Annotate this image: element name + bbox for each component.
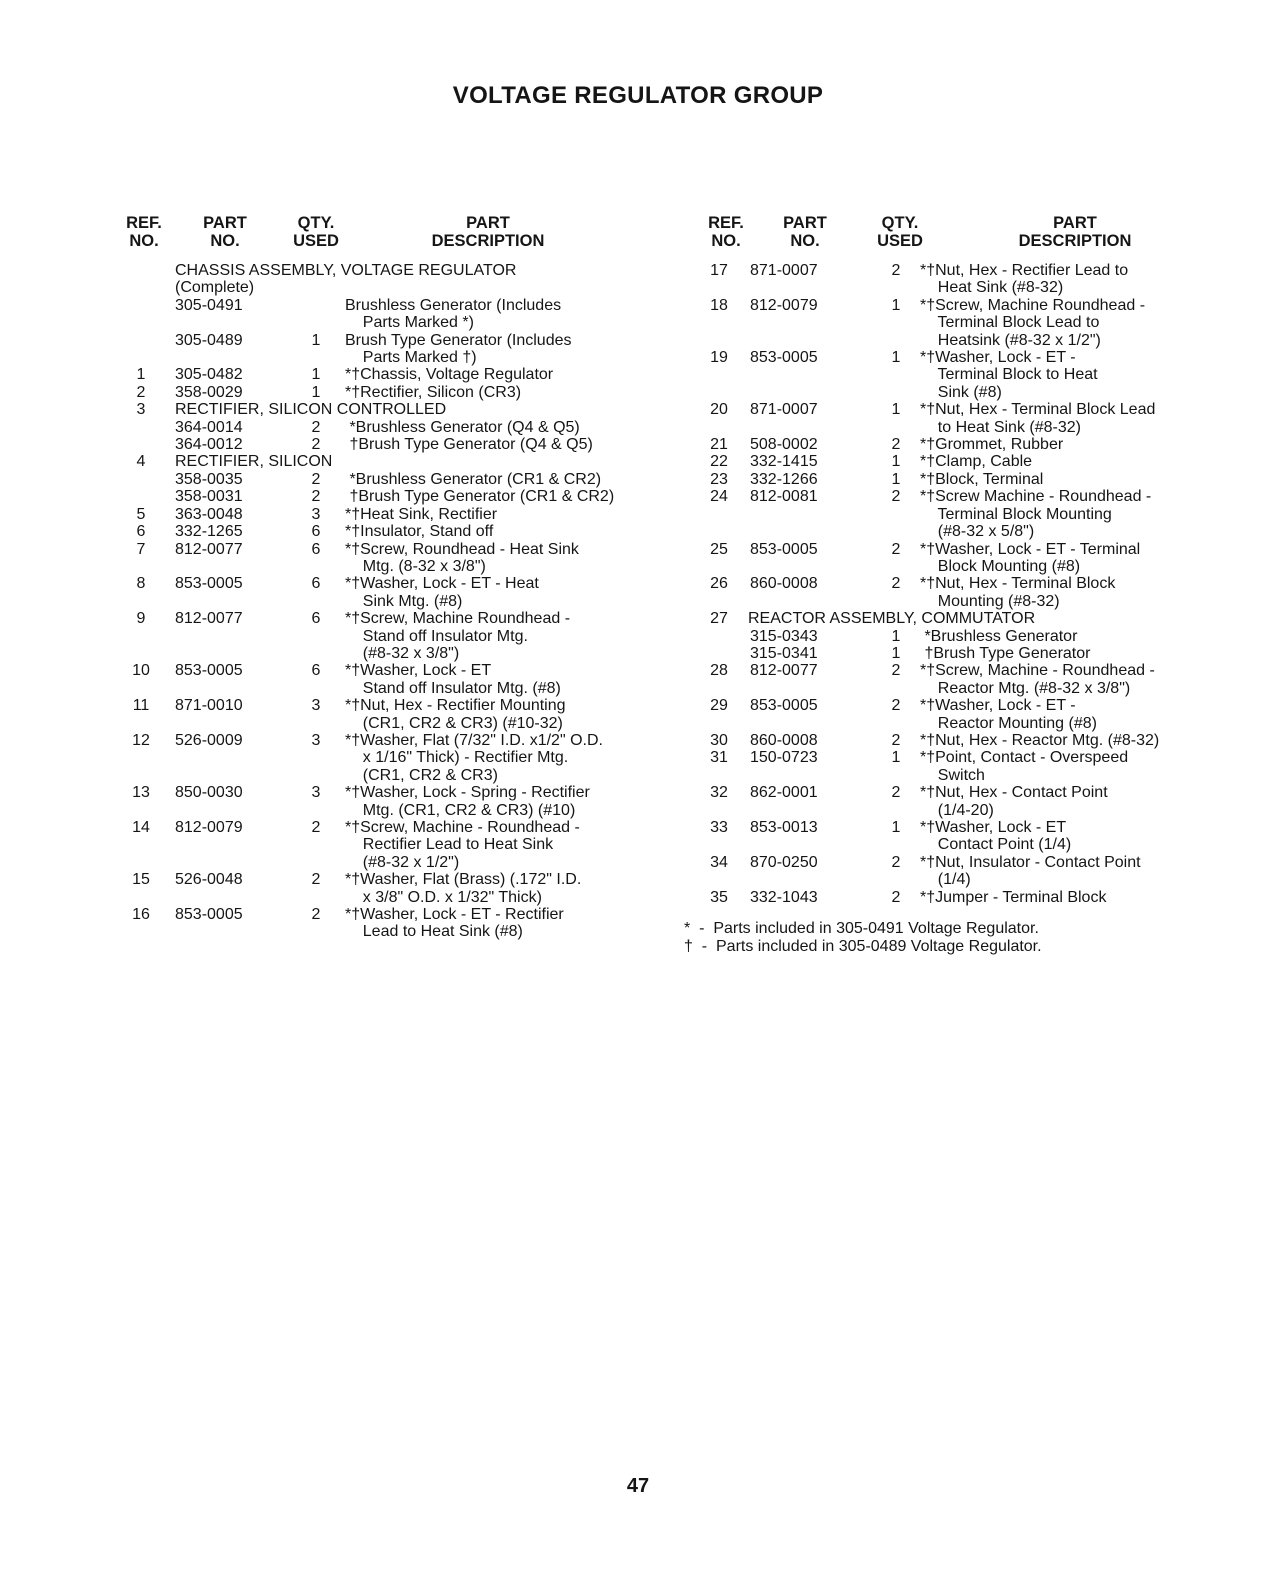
part-number: 853-0005	[750, 349, 818, 367]
quantity-used: 2	[311, 470, 321, 488]
part-row	[118, 610, 658, 662]
part-number: 305-0489	[175, 331, 243, 349]
ref-number: 32	[710, 784, 728, 802]
quantity-used: 3	[311, 697, 321, 715]
part-description: *†Jumper - Terminal Block	[920, 888, 1107, 906]
ref-number: 29	[710, 697, 728, 715]
part-row	[700, 401, 1200, 436]
part-row	[700, 453, 1200, 470]
part-number: 332-1415	[750, 453, 818, 471]
quantity-used: 6	[311, 610, 321, 628]
group-heading-row	[118, 262, 658, 297]
ref-number: 17	[710, 262, 728, 279]
part-number: 853-0005	[175, 662, 243, 680]
part-number: 853-0005	[175, 906, 243, 924]
part-number: 860-0008	[750, 731, 818, 749]
quantity-used: 1	[891, 349, 901, 367]
part-description: *†Nut, Hex - Terminal Block Mounting (#8-32)	[920, 575, 1116, 610]
ref-number: 34	[710, 853, 728, 871]
header-ref-no: REF. NO.	[708, 214, 744, 250]
quantity-used: 2	[311, 418, 321, 436]
quantity-used: 2	[311, 906, 321, 924]
part-row	[700, 889, 1200, 906]
part-number: 812-0079	[750, 296, 818, 314]
part-number: 526-0009	[175, 731, 243, 749]
part-description: *†Nut, Hex - Terminal Block Lead to Heat Sink (#8-32)	[920, 401, 1156, 436]
part-row	[700, 349, 1200, 401]
header-part-description: PART DESCRIPTION	[1018, 214, 1132, 250]
part-row	[700, 819, 1200, 854]
ref-number: 3	[136, 401, 146, 419]
part-row	[700, 262, 1200, 297]
part-row	[118, 871, 658, 906]
part-description: †Brush Type Generator (Q4 & Q5)	[345, 436, 593, 454]
part-description: *†Clamp, Cable	[920, 453, 1033, 471]
part-row	[118, 784, 658, 819]
ref-number: 12	[132, 731, 150, 749]
part-number: 870-0250	[750, 853, 818, 871]
page-title: VOLTAGE REGULATOR GROUP	[452, 82, 824, 109]
quantity-used: 2	[891, 540, 901, 558]
quantity-used: 2	[891, 853, 901, 871]
part-number: 364-0012	[175, 436, 243, 454]
part-number: 315-0343	[750, 627, 818, 645]
quantity-used: 3	[311, 784, 321, 802]
part-number: 853-0005	[750, 540, 818, 558]
part-number: 508-0002	[750, 436, 818, 454]
ref-number: 27	[710, 610, 728, 628]
part-description: *†Screw, Machine Roundhead - Terminal Block Lead to Heatsink (#8-32 x 1/2")	[920, 296, 1146, 349]
part-description: †Brush Type Generator (CR1 & CR2)	[345, 488, 615, 506]
part-row	[700, 749, 1200, 784]
part-row	[700, 662, 1200, 697]
part-description: *†Point, Contact - Overspeed Switch	[920, 749, 1129, 784]
left-parts-column	[118, 214, 658, 941]
part-description: *†Grommet, Rubber	[920, 436, 1064, 454]
group-title: RECTIFIER, SILICON CONTROLLED	[175, 401, 447, 419]
footnote-brush-type: † - Parts included in 305-0489 Voltage Regulator.	[684, 938, 1042, 956]
quantity-used: 1	[891, 401, 901, 419]
group-title: RECTIFIER, SILICON	[175, 453, 333, 471]
group-title: REACTOR ASSEMBLY, COMMUTATOR	[748, 610, 1036, 628]
quantity-used: 6	[311, 523, 321, 541]
quantity-used: 1	[311, 383, 321, 401]
part-description: *†Block, Terminal	[920, 470, 1044, 488]
ref-number: 19	[710, 349, 728, 367]
quantity-used: 2	[891, 888, 901, 906]
quantity-used: 1	[311, 366, 321, 384]
part-description: †Brush Type Generator	[920, 644, 1091, 662]
part-row	[700, 488, 1200, 540]
part-row	[700, 297, 1200, 349]
table-header	[118, 214, 658, 262]
part-description: *Brushless Generator (Q4 & Q5)	[345, 418, 580, 436]
part-number: 358-0035	[175, 470, 243, 488]
part-number: 850-0030	[175, 784, 243, 802]
ref-number: 35	[710, 888, 728, 906]
part-description: *†Washer, Flat (7/32" I.D. x1/2" O.D. x 1/16" Thick) - Rectifier Mtg. (CR1, CR2 & CR3)	[345, 731, 603, 784]
ref-number: 26	[710, 575, 728, 593]
part-description: *†Washer, Lock - ET - Reactor Mounting (#8)	[920, 697, 1097, 732]
quantity-used: 3	[311, 731, 321, 749]
part-description: *†Nut, Insulator - Contact Point (1/4)	[920, 853, 1141, 889]
quantity-used: 1	[891, 627, 901, 645]
part-description: *†Washer, Lock - ET - Terminal Block Mounting (#8)	[920, 540, 1141, 575]
part-row	[700, 697, 1200, 732]
parts-list-right	[700, 262, 1200, 906]
header-part-description: PART DESCRIPTION	[431, 214, 545, 250]
part-number: 871-0007	[750, 401, 818, 419]
part-row	[118, 384, 658, 401]
part-number: 332-1043	[750, 888, 818, 906]
quantity-used: 2	[891, 662, 901, 680]
part-number: 332-1266	[750, 470, 818, 488]
part-row	[700, 628, 1200, 645]
part-number: 812-0079	[175, 819, 243, 836]
part-row	[118, 819, 658, 871]
quantity-used: 1	[891, 453, 901, 471]
part-number: 364-0014	[175, 418, 243, 436]
part-row	[118, 436, 658, 453]
ref-number: 18	[710, 296, 728, 314]
quantity-used: 1	[891, 819, 901, 836]
ref-number: 25	[710, 540, 728, 558]
part-description: *†Screw, Machine - Roundhead - Rectifier Lead to Heat Sink (#8-32 x 1/2")	[345, 819, 580, 871]
part-number: 363-0048	[175, 505, 243, 523]
part-description: *†Washer, Lock - ET Stand off Insulator Mtg. (#8)	[345, 662, 561, 697]
part-row	[118, 366, 658, 383]
footnote-brushless: * - Parts included in 305-0491 Voltage Regulator.	[684, 920, 1039, 938]
quantity-used: 2	[891, 436, 901, 454]
group-heading-row	[118, 401, 658, 418]
ref-number: 14	[132, 819, 150, 836]
group-heading-row	[700, 610, 1200, 627]
ref-number: 30	[710, 731, 728, 749]
part-number: 853-0013	[750, 819, 818, 836]
part-row	[700, 436, 1200, 453]
part-number: 305-0482	[175, 366, 243, 384]
part-description: Brush Type Generator (Includes Parts Marked †)	[345, 331, 572, 367]
ref-number: 6	[136, 523, 146, 541]
ref-number: 2	[136, 383, 146, 401]
header-part-no: PART NO.	[203, 214, 247, 250]
part-row	[700, 645, 1200, 662]
part-number: 358-0031	[175, 488, 243, 506]
part-description: *†Washer, Lock - ET Contact Point (1/4)	[920, 819, 1072, 854]
part-row	[700, 784, 1200, 819]
part-description: *†Washer, Flat (Brass) (.172" I.D. x 3/8" O.D. x 1/32" Thick)	[345, 871, 582, 906]
quantity-used: 1	[891, 749, 901, 767]
ref-number: 1	[136, 366, 146, 384]
part-number: 871-0007	[750, 262, 818, 279]
part-row	[118, 541, 658, 576]
part-description: *†Screw, Machine - Roundhead - Reactor Mtg. (#8-32 x 3/8")	[920, 662, 1155, 697]
quantity-used: 2	[311, 819, 321, 836]
part-row	[700, 541, 1200, 576]
quantity-used: 2	[311, 871, 321, 889]
quantity-used: 6	[311, 662, 321, 680]
ref-number: 31	[710, 749, 728, 767]
part-row	[118, 297, 658, 332]
part-row	[118, 906, 658, 941]
ref-number: 15	[132, 871, 150, 889]
part-description: *†Washer, Lock - ET - Rectifier Lead to Heat Sink (#8)	[345, 906, 564, 941]
part-description: *†Screw Machine - Roundhead - Terminal Block Mounting (#8-32 x 5/8")	[920, 488, 1152, 541]
quantity-used: 1	[891, 470, 901, 488]
part-description: *†Washer, Lock - ET - Terminal Block to Heat Sink (#8)	[920, 349, 1098, 401]
part-description: *†Nut, Hex - Rectifier Mounting (CR1, CR2 & CR3) (#10-32)	[345, 697, 566, 732]
part-row	[118, 523, 658, 540]
part-row	[118, 488, 658, 505]
part-number: 853-0005	[750, 697, 818, 715]
table-header	[700, 214, 1200, 262]
part-row	[118, 419, 658, 436]
ref-number: 28	[710, 662, 728, 680]
quantity-used: 2	[311, 436, 321, 454]
quantity-used: 2	[891, 488, 901, 506]
header-part-no: PART NO.	[783, 214, 827, 250]
part-description: *†Washer, Lock - ET - Heat Sink Mtg. (#8)	[345, 575, 539, 610]
ref-number: 5	[136, 505, 146, 523]
group-heading-row	[118, 453, 658, 470]
part-description: *†Screw, Machine Roundhead - Stand off Insulator Mtg. (#8-32 x 3/8")	[345, 610, 571, 662]
ref-number: 8	[136, 575, 146, 593]
ref-number: 22	[710, 453, 728, 471]
parts-list-left	[118, 262, 658, 941]
ref-number: 13	[132, 784, 150, 802]
part-row	[118, 332, 658, 367]
ref-number: 4	[136, 453, 146, 471]
quantity-used: 2	[891, 575, 901, 593]
ref-number: 11	[132, 697, 150, 715]
header-qty-used: QTY. USED	[877, 214, 923, 250]
header-ref-no: REF. NO.	[126, 214, 162, 250]
part-number: 871-0010	[175, 697, 243, 715]
ref-number: 21	[710, 436, 728, 454]
quantity-used: 2	[891, 731, 901, 749]
part-description: *†Heat Sink, Rectifier	[345, 505, 498, 523]
part-row	[700, 471, 1200, 488]
part-number: 812-0081	[750, 488, 818, 506]
ref-number: 16	[132, 906, 150, 924]
part-row	[118, 506, 658, 523]
part-number: 332-1265	[175, 523, 243, 541]
quantity-used: 6	[311, 575, 321, 593]
quantity-used: 1	[311, 331, 321, 349]
ref-number: 24	[710, 488, 728, 506]
part-number: 305-0491	[175, 296, 243, 314]
right-parts-column	[684, 214, 1200, 956]
quantity-used: 2	[311, 488, 321, 506]
part-description: *†Nut, Hex - Contact Point (1/4-20)	[920, 784, 1108, 819]
part-description: *†Nut, Hex - Rectifier Lead to Heat Sink (#8-32)	[920, 262, 1129, 297]
quantity-used: 3	[311, 505, 321, 523]
part-number: 812-0077	[750, 662, 818, 680]
part-row	[700, 732, 1200, 749]
part-description: *†Screw, Roundhead - Heat Sink Mtg. (8-32 x 3/8")	[345, 540, 579, 575]
quantity-used: 6	[311, 540, 321, 558]
part-number: 150-0723	[750, 749, 818, 767]
part-description: *†Chassis, Voltage Regulator	[345, 366, 554, 384]
part-number: 812-0077	[175, 540, 243, 558]
part-description: *Brushless Generator	[920, 627, 1078, 645]
part-row	[118, 697, 658, 732]
part-description: Brushless Generator (Includes Parts Marked *)	[345, 296, 562, 332]
group-title: CHASSIS ASSEMBLY, VOLTAGE REGULATOR (Complete)	[175, 262, 517, 297]
part-number: 812-0077	[175, 610, 243, 628]
part-number: 862-0001	[750, 784, 818, 802]
part-description: *†Rectifier, Silicon (CR3)	[345, 383, 522, 401]
quantity-used: 1	[891, 644, 901, 662]
ref-number: 23	[710, 470, 728, 488]
ref-number: 7	[136, 540, 146, 558]
quantity-used: 1	[891, 296, 901, 314]
part-row	[118, 575, 658, 610]
quantity-used: 2	[891, 262, 901, 279]
part-row	[700, 575, 1200, 610]
part-description: *†Nut, Hex - Reactor Mtg. (#8-32)	[920, 731, 1160, 749]
page-number: 47	[626, 1475, 650, 1497]
ref-number: 9	[136, 610, 146, 628]
header-qty-used: QTY. USED	[293, 214, 339, 250]
part-description: *†Insulator, Stand off	[345, 523, 494, 541]
ref-number: 20	[710, 401, 728, 419]
part-row	[700, 854, 1200, 889]
part-row	[118, 662, 658, 697]
part-description: *Brushless Generator (CR1 & CR2)	[345, 470, 602, 488]
part-description: *†Washer, Lock - Spring - Rectifier Mtg. (CR1, CR2 & CR3) (#10)	[345, 784, 590, 819]
part-row	[118, 471, 658, 488]
ref-number: 33	[710, 819, 728, 836]
ref-number: 10	[132, 662, 150, 680]
quantity-used: 2	[891, 697, 901, 715]
part-number: 853-0005	[175, 575, 243, 593]
part-row	[118, 732, 658, 784]
part-number: 315-0341	[750, 644, 818, 662]
part-number: 860-0008	[750, 575, 818, 593]
part-number: 358-0029	[175, 383, 243, 401]
footnotes	[684, 920, 1200, 956]
quantity-used: 2	[891, 784, 901, 802]
part-number: 526-0048	[175, 871, 243, 889]
